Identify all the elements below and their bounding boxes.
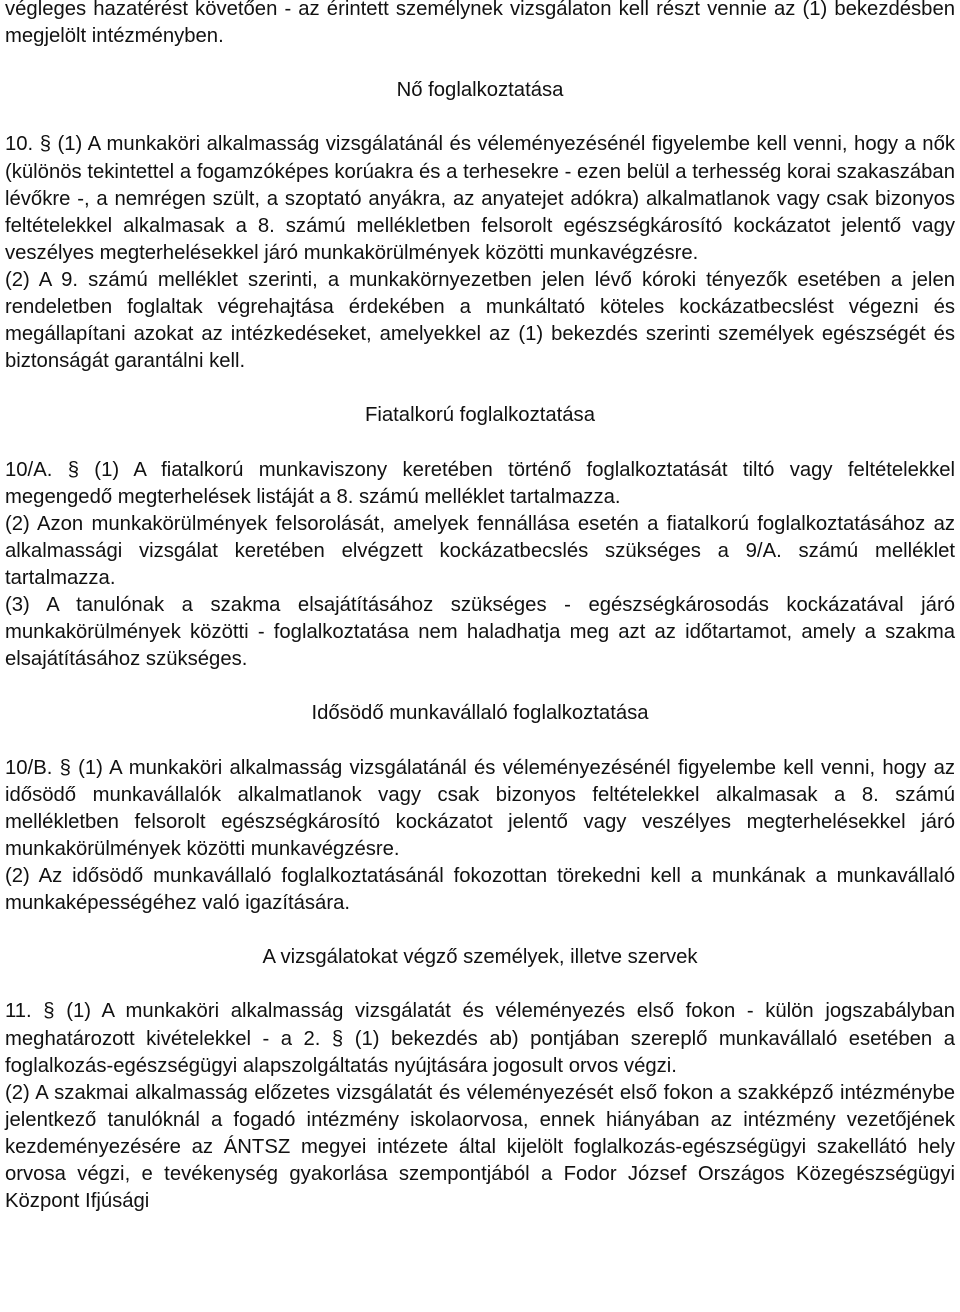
spacer (5, 430, 955, 457)
spacer (5, 375, 955, 402)
document-page (5, 0, 955, 1215)
paragraph-10a-1: 10/A. § (1) A fiatalkorú munkaviszony keretében történő foglalkoztatását tiltó vagy feltételekkel megengedő megterhelések listáját a 8. számú melléklet tartalmazza. (5, 458, 955, 508)
paragraph-10b-1: 10/B. § (1) A munkaköri alkalmasság vizsgálatánál és véleményezésénél figyelembe kell venni, hogy az idősödő munkavállalók alkalmatlanok vagy csak bizonyos feltételekkel alkalmasak a 8. számú mellékletben felsorolt egészségkárosító kockázatot jelentő vagy veszélyes megterhelésekkel járó munkakörülmények közötti munkavégzésre. (5, 756, 955, 860)
paragraph-10a-2: (2) Azon munkakörülmények felsorolását, amelyek fennállása esetén a fiatalkorú foglalkoztatásához az alkalmassági vizsgálat keretében elvégzett kockázatbecslés szükséges a 9/A. számú melléklet tartalmazza. (5, 512, 955, 589)
paragraph-10a-3: (3) A tanulónak a szakma elsajátításához szükséges - egészségkárosodás kockázatával járó munkakörülmények közötti - foglalkoztatása nem haladhatja meg azt az időtartamot, amely a szakma elsajátításához szükséges. (5, 594, 955, 671)
section-heading-examiners: A vizsgálatokat végző személyek, illetve szervek (262, 946, 698, 969)
spacer (5, 50, 955, 77)
section-heading-minors: Fiatalkorú foglalkoztatása (365, 404, 595, 427)
spacer (5, 728, 955, 755)
paragraph-10-continuation: végleges hazatérést követően - az érintett személynek vizsgálaton kell részt vennie az (1) bekezdésben megjelölt intézményben. (5, 0, 955, 48)
section-heading-aging-workers: Idősödő munkavállaló foglalkoztatása (311, 702, 649, 725)
paragraph-10b-2: (2) Az idősödő munkavállaló foglalkoztatásánál fokozottan törekedni kell a munkának a munkavállaló munkaképességéhez való igazítására. (5, 865, 955, 915)
spacer (5, 104, 955, 131)
paragraph-11-2: (2) A szakmai alkalmasság előzetes vizsgálatát és véleményezését első fokon a szakképző intézménybe jelentkező tanulóknál a fogadó intézmény iskolaorvosa, ennek hiányában az intézmény vezetőjének kezdeményezésére az ÁNTSZ megyei intézete által kijelölt foglalkozás-egészségügyi szakellátó hely orvosa végzi, e tevékenység gyakorlása szempontjából a Fodor József Országos Közegészségügyi Központ Ifjúsági (5, 1081, 955, 1213)
section-heading-women: Nő foglalkoztatása (396, 79, 564, 102)
paragraph-10-1: 10. § (1) A munkaköri alkalmasság vizsgálatánál és véleményezésénél figyelembe kell venni, hogy a nők (különös tekintettel a fogamzóképes korúakra és a terhesekre - ezen belül a terhesség korai szakaszában lévőkre -, a nemrégen szült, a szoptató anyákra, az anyatejet adókra) alkalmatlanok vagy csak bizonyos feltételekkel alkalmasak a 8. számú mellékletben felsorolt egészségkárosító kockázatot jelentő vagy veszélyes megterhelésekkel járó munkakörülmények közötti munkavégzésre. (5, 133, 955, 264)
paragraph-11-1: 11. § (1) A munkaköri alkalmasság vizsgálatát és véleményezés első fokon - külön jogszabályban meghatározott kivételekkel - a 2. § (1) bekezdés ab) pontjában szereplő munkavállaló esetében a foglalkozás-egészségügyi alapszolgáltatás nyújtására jogosult orvos végzi. (5, 1000, 955, 1077)
spacer (5, 673, 955, 700)
spacer (5, 971, 955, 998)
paragraph-10-2: (2) A 9. számú melléklet szerinti, a munkakörnyezetben jelen lévő kóroki tényezők esetében a jelen rendeletben foglaltak végrehajtása érdekében a munkáltató köteles kockázatbecslést végezni és megállapítani azokat az intézkedéseket, amelyekkel az (1) bekezdés szerinti személyek egészségét és biztonságát garantálni kell. (5, 268, 955, 373)
spacer (5, 917, 955, 944)
